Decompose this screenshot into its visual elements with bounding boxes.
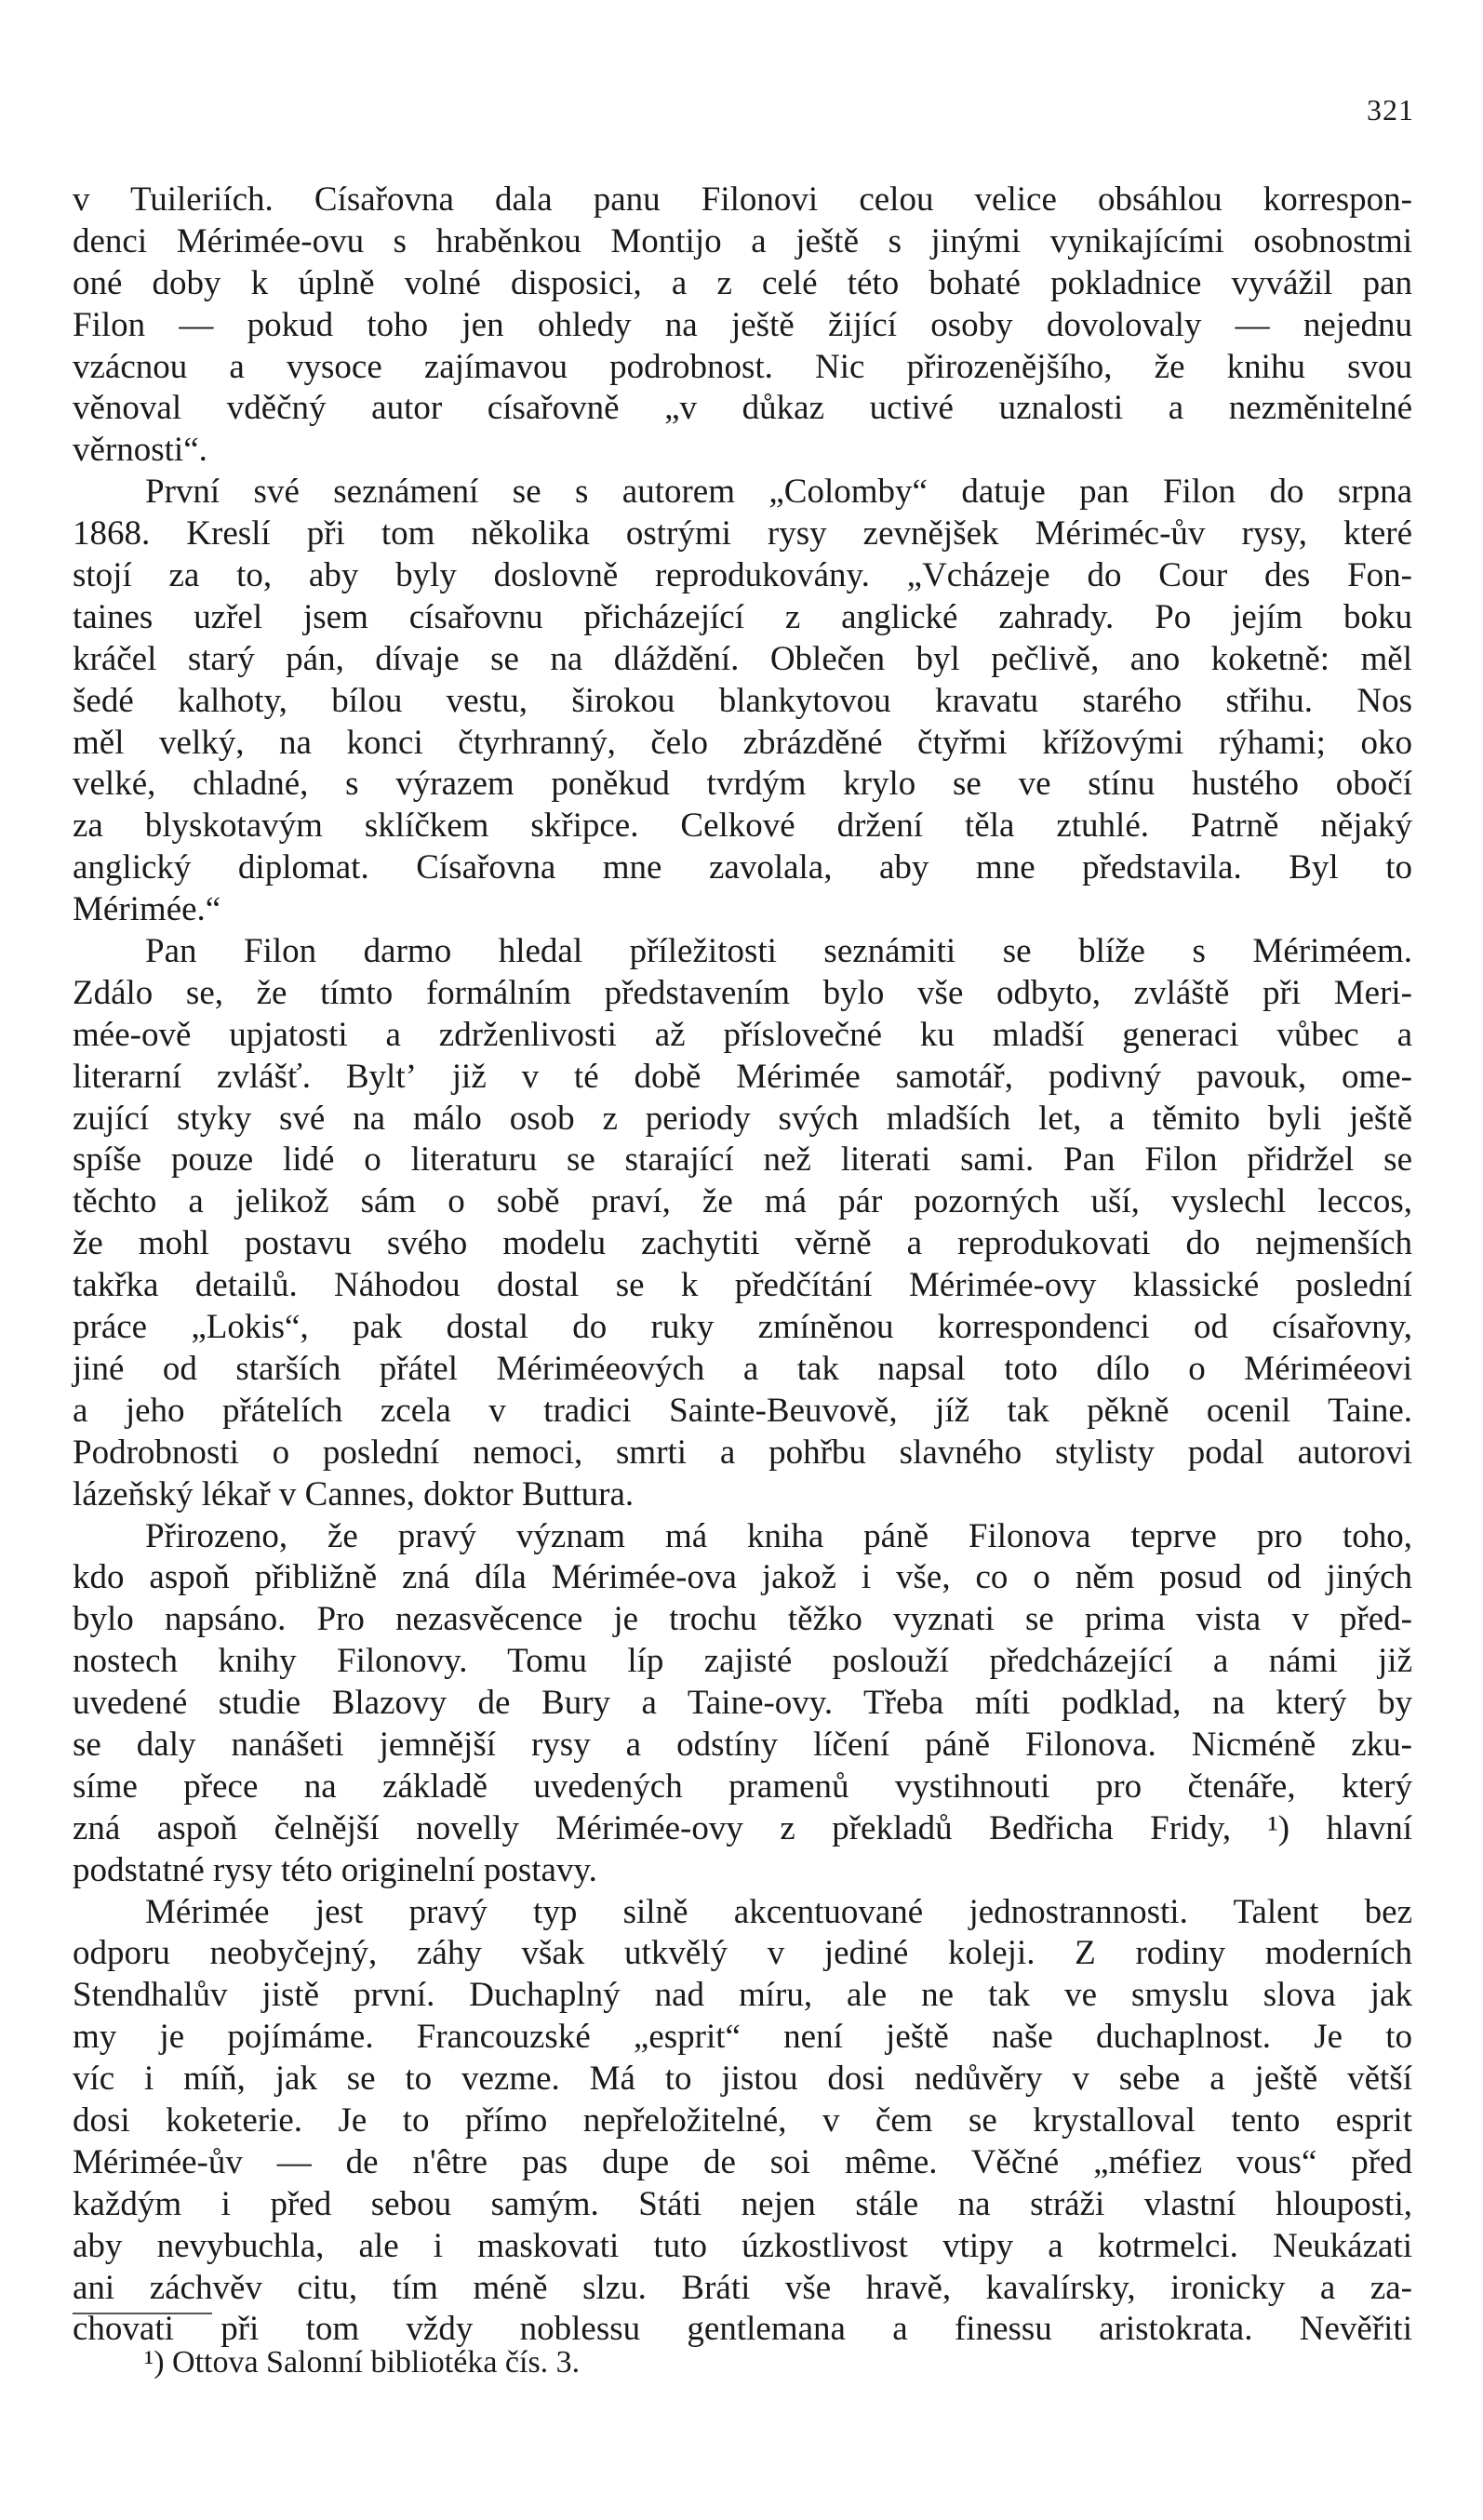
text-line: Stendhalův jistě první. Duchaplný nad míru, ale ne tak ve smyslu slova jak [73,1976,1412,2015]
text-line: podstatné rysy této originelní postavy. [73,1850,597,1889]
text-line: ani záchvěv citu, tím méně slzu. Bráti vše hravě, kavalírsky, ironicky a za- [73,2268,1412,2307]
text-line: Přirozeno, že pravý význam má kniha páně Filonova teprve pro toho, [145,1516,1412,1555]
text-line: literarní zvlášť. Byltʼ již v té době Mérimée samotář, podivný pavouk, ome- [73,1057,1412,1096]
text-line: 1868. Kreslí při tom několika ostrými rysy zevnějšek Mériméc-ův rysy, které [73,514,1412,553]
text-line: nostech knihy Filonovy. Tomu líp zajisté poslouží předcházející a námi již [73,1642,1412,1681]
text-line: zující styky své na málo osob z periody svých mladších let, a těmito byli ještě [73,1099,1412,1138]
body-text [73,180,1412,2393]
text-line: chovati při tom vždy noblessu gentlemana a finessu aristokrata. Nevěřiti [73,2310,1412,2349]
text-line: v Tuileriích. Císařovna dala panu Filonovi celou velice obsáhlou korrespon- [73,180,1412,219]
text-line: šedé kalhoty, bílou vestu, širokou blankytovou kravatu starého střihu. Nos [73,681,1412,720]
text-line: měl velký, na konci čtyrhranný, čelo zbrázděné čtyřmi křížovými rýhami; oko [73,723,1412,762]
text-line: mée-ově upjatosti a zdrženlivosti až příslovečné ku mladší generaci vůbec a [73,1015,1412,1054]
text-line: stojí za to, aby byly doslovně reprodukovány. „Vcházeje do Cour des Fon- [73,556,1412,595]
text-line: Pan Filon darmo hledal příležitosti seznámiti se blíže s Mériméem. [145,932,1412,971]
text-line: se daly nanášeti jemnější rysy a odstíny líčení páně Filonova. Nicméně zku- [73,1725,1412,1764]
text-line: velké, chladné, s výrazem poněkud tvrdým krylo se ve stínu hustého obočí [73,765,1412,804]
text-line: věnoval vděčný autor císařovně „v důkaz uctivé uznalosti a nezměnitelné [73,389,1412,428]
text-line: spíše pouze lidé o literaturu se starající než literati sami. Pan Filon přidržel se [73,1140,1412,1180]
text-line: vzácnou a vysoce zajímavou podrobnost. Nic přirozenějšího, že knihu svou [73,347,1412,386]
text-line: dosi koketerie. Je to přímo nepřeložitelné, v čem se krystalloval tento esprit [73,2100,1412,2140]
text-line: víc i míň, jak se to vezme. Má to jistou dosi nedůvěry v sebe a ještě větší [73,2060,1412,2099]
text-line: anglický diplomat. Císařovna mne zavolala, aby mne představila. Byl to [73,848,1412,887]
text-line: kdo aspoň přibližně zná díla Mérimée-ova jakož i vše, co o něm posud od jiných [73,1558,1412,1597]
text-line: oné doby k úplně volné disposici, a z celé této bohaté pokladnice vyvážil pan [73,263,1412,302]
text-line: každým i před sebou samým. Státi nejen stále na stráži vlastní hlouposti, [73,2184,1412,2223]
text-line: Mérimée-ův — de n'être pas dupe de soi même. Věčné „méfiez vous“ před [73,2142,1412,2181]
text-line: věrnosti“. [73,431,207,470]
text-line: jiné od starších přátel Mériméeových a tak napsal toto dílo o Mériméeovi [73,1349,1412,1388]
text-line: těchto a jelikož sám o sobě praví, že má pár pozorných uší, vyslechl leccos, [73,1182,1412,1221]
page-number: 321 [1367,93,1414,127]
text-line: První své seznámení se s autorem „Colomby“ datuje pan Filon do srpna [145,473,1412,512]
text-line: bylo napsáno. Pro nezasvěcence je trochu těžko vyznati se prima vista v před- [73,1600,1412,1639]
text-line: a jeho přátelích zcela v tradici Sainte-Beuvově, jíž tak pěkně ocenil Taine. [73,1391,1412,1430]
text-line: za blyskotavým sklíčkem skřipce. Celkové držení těla ztuhlé. Patrně nějaký [73,807,1412,846]
text-line: Mérimée jest pravý typ silně akcentuované jednostrannosti. Talent bez [145,1892,1412,1931]
text-line: Podrobnosti o poslední nemoci, smrti a pohřbu slavného stylisty podal autorovi [73,1433,1412,1472]
text-line: kráčel starý pán, dívaje se na dláždění. Oblečen byl pečlivě, ano koketně: měl [73,639,1412,678]
text-line: že mohl postavu svého modelu zachytiti věrně a reprodukovati do nejmenších [73,1224,1412,1263]
text-line: Mérimée.“ [73,890,221,929]
text-line: taines uzřel jsem císařovnu přicházející z anglické zahrady. Po jejím boku [73,597,1412,636]
text-line: takřka detailů. Náhodou dostal se k předčítání Mérimée-ovy klassické poslední [73,1266,1412,1305]
text-line: aby nevybuchla, ale i maskovati tuto úzkostlivost vtipy a kotrmelci. Neukázati [73,2226,1412,2265]
text-line: práce „Lokis“, pak dostal do ruky zmíněnou korrespondenci od císařovny, [73,1308,1412,1347]
text-line: lázeňský lékař v Cannes, doktor Buttura. [73,1474,635,1513]
text-line: Filon — pokud toho jen ohledy na ještě žijící osoby dovolovaly — nejednu [73,305,1412,344]
text-line: denci Mérimée-ovu s hraběnkou Montijo a ještě s jinými vynikajícími osobnostmi [73,221,1412,260]
text-line: uvedené studie Blazovy de Bury a Taine-ovy. Třeba míti podklad, na který by [73,1684,1412,1723]
text-line: síme přece na základě uvedených pramenů vystihnouti pro čtenáře, který [73,1767,1412,1806]
text-line: my je pojímáme. Francouzské „esprit“ není ještě naše duchaplnost. Je to [73,2018,1412,2057]
text-line: odporu neobyčejný, záhy však utkvělý v jediné koleji. Z rodiny moderních [73,1934,1412,1973]
text-line: Zdálo se, že tímto formálním představením bylo vše odbyto, zvláště při Meri- [73,973,1412,1012]
text-line: zná aspoň čelnější novelly Mérimée-ovy z překladů Bedřicha Fridy, ¹) hlavní [73,1808,1412,1847]
footnote-divider [73,2313,212,2314]
footnote: ¹) Ottova Salonní bibliotéka čís. 3. [144,2345,581,2380]
